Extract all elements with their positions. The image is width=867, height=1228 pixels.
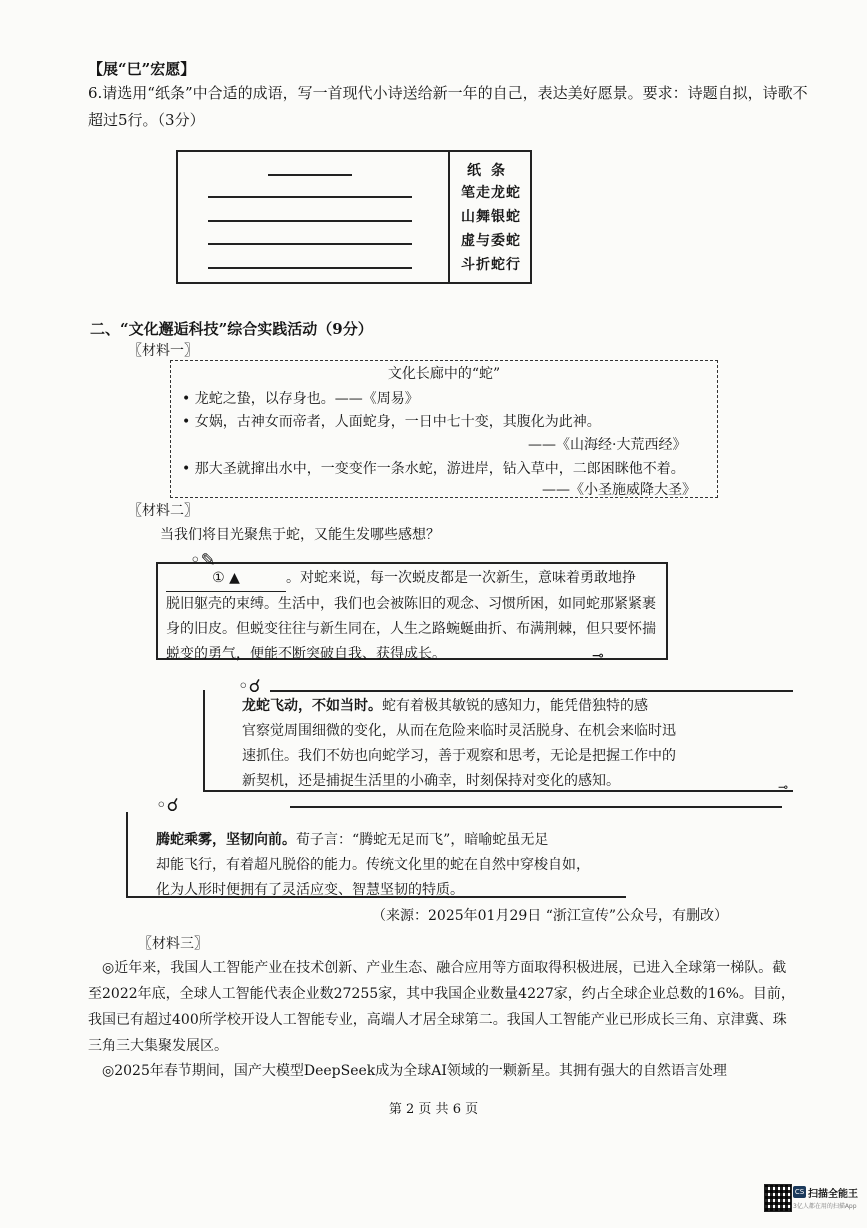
m1-quote: • 龙蛇之蛰，以存身也。——《周易》: [182, 391, 419, 407]
note1-text: [166, 566, 666, 667]
note1-line: 。对蛇来说，每一次蜕皮都是一次新生，意味着勇敢地挣: [286, 570, 636, 586]
note2-line: 新契机，还是捕捉生活里的小确幸，时刻保持对变化的感知。: [242, 773, 620, 789]
poem-answer-line: [208, 196, 412, 198]
part2-title: 二、“文化邂逅科技”综合实践活动（9分）: [90, 320, 373, 338]
qr-code-icon: [764, 1184, 792, 1212]
material1-title: 文化长廊中的“蛇”: [387, 366, 501, 382]
note2-top-border: [270, 690, 793, 692]
material2-intro: 当我们将目光聚焦于蛇，又能生发哪些感想？: [160, 527, 440, 543]
m1-quote-source: ——《小圣施威降大圣》: [542, 482, 696, 498]
lightbulb-icon: ◦☌: [156, 795, 179, 816]
note3-line: 却能飞行，有着超凡脱俗的能力。传统文化里的蛇在自然中穿梭自如，: [156, 857, 590, 873]
idiom-item: 山舞银蛇: [461, 209, 521, 225]
scanner-subtitle: 3亿人都在用的扫描App: [793, 1203, 857, 1210]
note3-top-border: [290, 806, 782, 808]
scanner-name: 扫描全能王: [808, 1189, 858, 1200]
page-number: 第 2 页 共 6 页: [388, 1102, 479, 1117]
note2-heading: 龙蛇飞动，不如当时。: [242, 698, 382, 714]
pin-icon: ⊸: [778, 780, 789, 794]
note2-text: [242, 694, 792, 794]
source-note: （来源：2025年01月29日 “浙江宣传”公众号，有删改）: [372, 908, 729, 924]
answer-blank[interactable]: ① ▲: [166, 566, 286, 592]
idiom-box-title: 纸条: [467, 163, 515, 179]
material3-paragraph: ◎近年来，我国人工智能产业在技术创新、产业生态、融合应用等方面取得积极进展，已进入全球第一梯队。截至2022年底，全球人工智能代表企业数27255家，其中我国企业数量4227家，约占全球企业总数的16%。目前，我国已有超过400所学校开设人工智能专业，高端人才居全球第二。我国人工智能产业已形成长三角、京津冀、珠三角三大集聚发展区。: [88, 960, 795, 1054]
idiom-item: 虚与委蛇: [461, 233, 521, 249]
note1-line: 脱旧躯壳的束缚。生活中，我们也会被陈旧的观念、习惯所困，如同蛇那紧紧裹: [166, 596, 656, 612]
poem-answer-line: [208, 267, 412, 269]
poem-answer-line: [208, 220, 412, 222]
pin-icon: ⊸: [592, 648, 604, 664]
note2-line: 官察觉周围细微的变化，从而在危险来临时灵活脱身、在机会来临时迅: [242, 723, 676, 739]
idiom-item: 笔走龙蛇: [461, 185, 521, 201]
lightbulb-icon: ◦✎: [190, 550, 216, 571]
lightbulb-icon: ◦☌: [238, 676, 261, 697]
note3-line: 荀子言：“腾蛇无足而飞”，暗喻蛇虽无足: [296, 832, 549, 848]
m1-quote: • 女娲，古神女而帝者，人面蛇身，一日中七十变，其腹化为此神。: [182, 414, 601, 430]
poem-title-line: [268, 174, 352, 176]
note3-line: 化为人形时便拥有了灵活应变、智慧坚韧的特质。: [156, 882, 464, 898]
note3-text: [156, 828, 716, 903]
note1-line: 蜕变的勇气，便能不断突破自我、获得成长。: [166, 646, 446, 662]
poem-answer-line: [208, 243, 412, 245]
m1-quote: • 那大圣就撺出水中，一变变作一条水蛇，游进岸，钻入草中，二郎困眯他不着。: [182, 461, 685, 477]
material3-label: 〖材料三〗: [138, 936, 208, 952]
material3-paragraph: ◎2025年春节期间，国产大模型DeepSeek成为全球AI领域的一颗新星。其拥有强大的自然语言处理: [102, 1063, 727, 1079]
idiom-item: 斗折蛇行: [461, 257, 521, 273]
question-6: 6.请选用“纸条”中合适的成语，写一首现代小诗送给新一年的自己，表达美好愿景。要求：诗题自拟，诗歌不超过5行。（3分）: [88, 84, 808, 129]
material1-label: 〖材料一〗: [128, 343, 198, 359]
section-heading: 【展“巳”宏愿】: [88, 60, 196, 78]
m1-quote-source: ——《山海经·大荒西经》: [528, 437, 687, 453]
note1-line: 身的旧皮。但蜕变往往与新生同在，人生之路蜿蜒曲折、布满荆棘，但只要怀揣: [166, 621, 656, 637]
note2-line: 蛇有着极其敏锐的感知力，能凭借独特的感: [382, 698, 648, 714]
scanner-logo: CS: [794, 1188, 805, 1196]
material2-label: 〖材料二〗: [128, 503, 198, 519]
note2-line: 速抓住。我们不妨也向蛇学习，善于观察和思考，无论是把握工作中的: [242, 748, 676, 764]
note3-left-border: [126, 812, 128, 896]
note3-heading: 腾蛇乘雾，坚韧向前。: [156, 832, 296, 848]
